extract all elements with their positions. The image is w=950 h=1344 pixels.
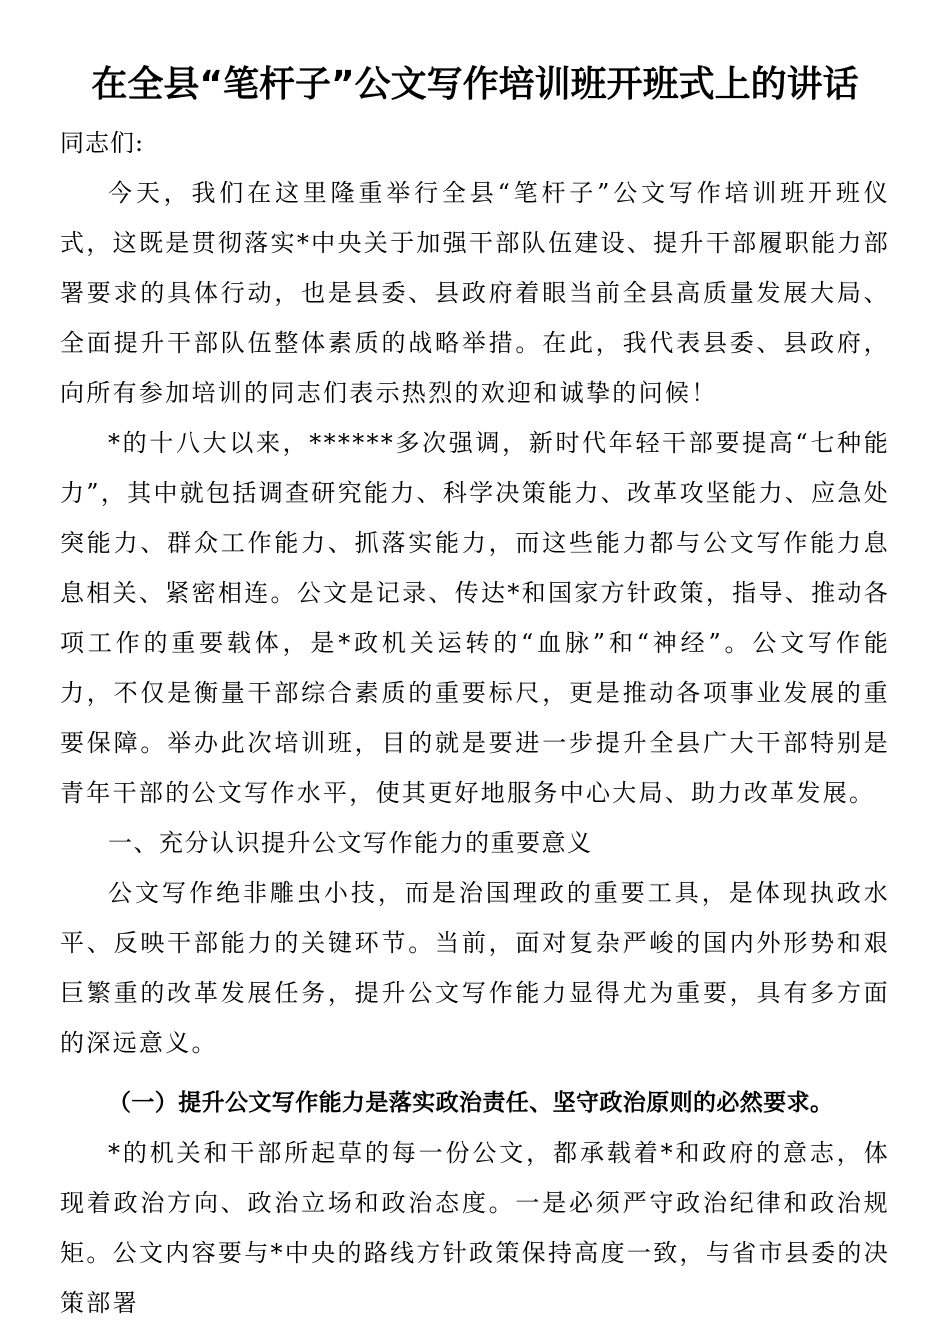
- paragraph-significance: 公文写作绝非雕虫小技，而是治国理政的重要工具，是体现执政水平、反映干部能力的关键环节。当前，面对复杂严峻的国内外形势和艰巨繁重的改革发展任务，提升公文写作能力显得尤为重要，具有多方面的深远意义。: [60, 879, 890, 1057]
- document-body: [60, 118, 890, 1328]
- document-title: 在全县“笔杆子”公文写作培训班开班式上的讲话: [91, 64, 859, 105]
- section-heading-1: 一、充分认识提升公文写作能力的重要意义: [108, 829, 593, 857]
- paragraph-opening: 今天，我们在这里隆重举行全县“笔杆子”公文写作培训班开班仪式，这既是贯彻落实*中央关于加强干部队伍建设、提升干部履职能力部署要求的具体行动，也是县委、县政府着眼当前全县高质量发展大局、全面提升干部队伍整体素质的战略举措。在此，我代表县委、县政府，向所有参加培训的同志们表示热烈的欢迎和诚挚的问候！: [60, 179, 890, 407]
- salutation: 同志们:: [60, 129, 145, 157]
- paragraph-political-responsibility: *的机关和干部所起草的每一份公文，都承载着*和政府的意志，体现着政治方向、政治立场和政治态度。一是必须严守政治纪律和政治规矩。公文内容要与*中央的路线方针政策保持高度一致，与省市县委的决策部署: [60, 1139, 890, 1317]
- subsection-heading-1: （一）提升公文写作能力是落实政治责任、坚守政治原则的必然要求。: [108, 1090, 834, 1116]
- paragraph-background: *的十八大以来，******多次强调，新时代年轻干部要提高“七种能力”，其中就包括调查研究能力、科学决策能力、改革攻坚能力、应急处突能力、群众工作能力、抓落实能力，而这些能力都与公文写作能力息息相关、紧密相连。公文是记录、传达*和国家方针政策，指导、推动各项工作的重要载体，是*政机关运转的“血脉”和“神经”。公文写作能力，不仅是衡量干部综合素质的重要标尺，更是推动各项事业发展的重要保障。举办此次培训班，目的就是要进一步提升全县广大干部特别是青年干部的公文写作水平，使其更好地服务中心大局、助力改革发展。: [60, 429, 890, 807]
- spacer: [60, 1068, 890, 1078]
